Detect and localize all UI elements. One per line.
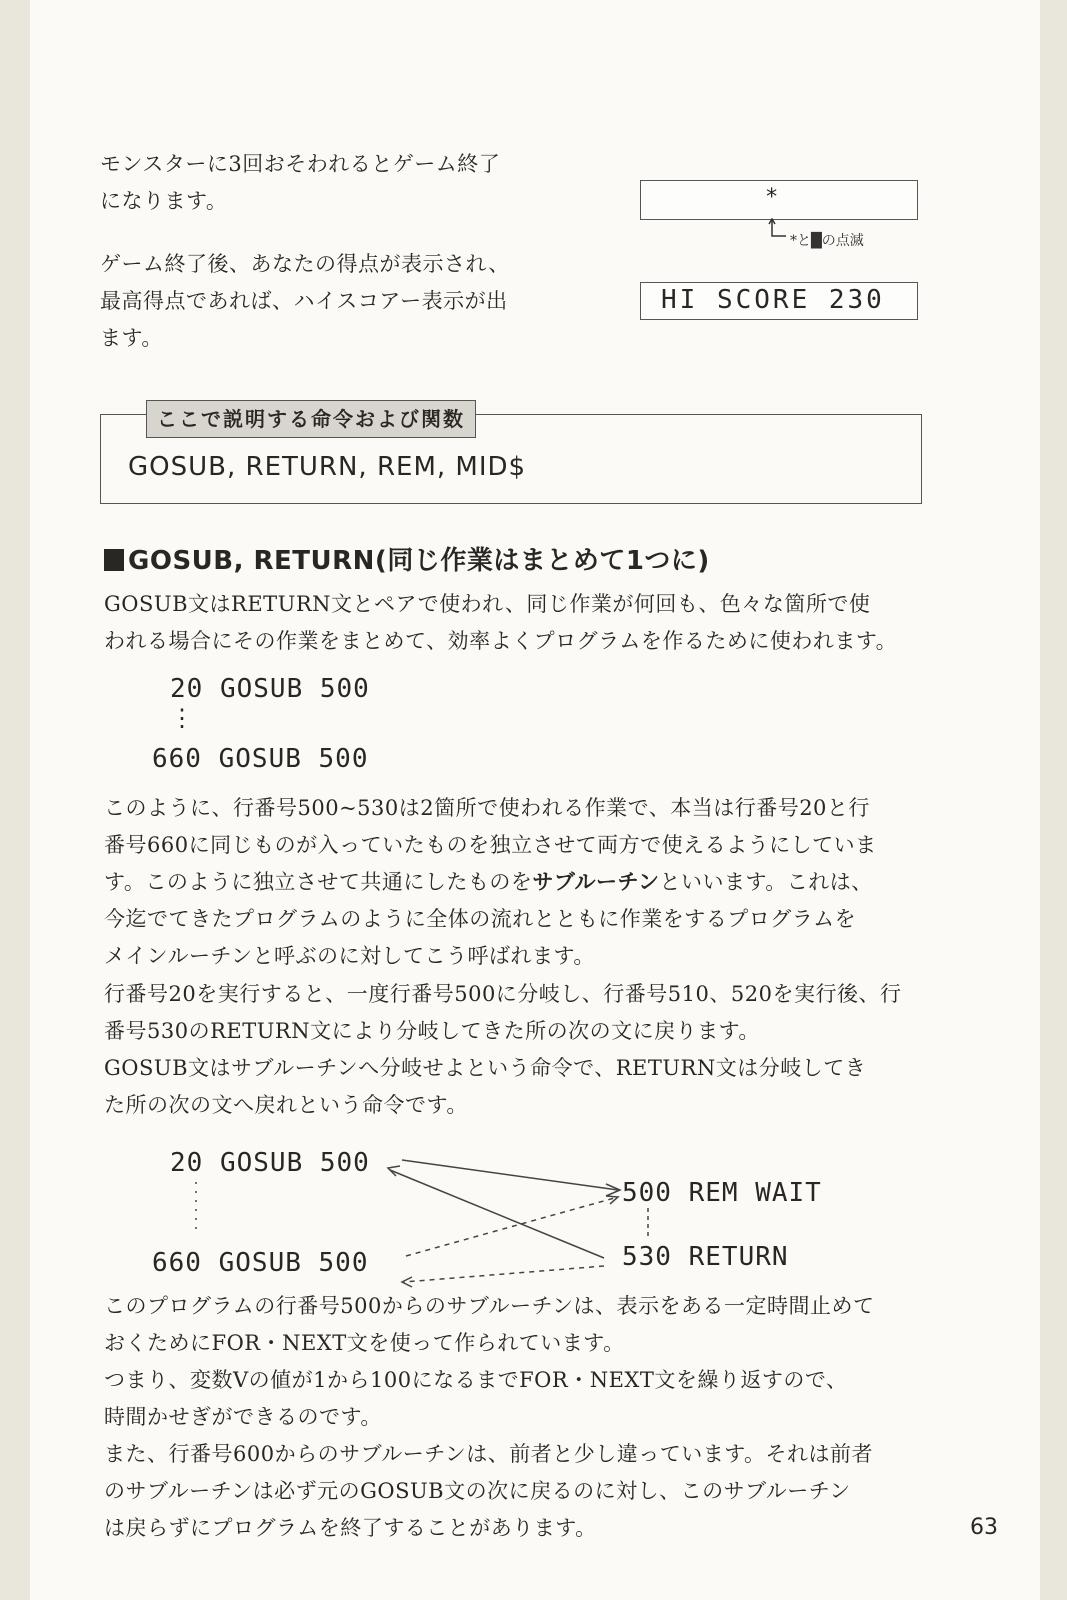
subroutine-term: サブルーチン: [532, 870, 660, 894]
intro-line: 最高得点であれば、ハイスコアー表示が出: [100, 289, 508, 313]
blink-note: *と█の点滅: [790, 233, 864, 249]
intro-line: になります。: [100, 189, 228, 213]
paragraph-line: GOSUB文はサブルーチンへ分岐せよという命令で、RETURN文は分岐してき: [104, 1056, 867, 1080]
paragraph-line: 今迄でてきたプログラムのように全体の流れとともに作業をするプログラムを: [104, 907, 857, 931]
intro-line: ます。: [100, 326, 163, 350]
code-line: 500 REM WAIT: [622, 1178, 822, 1208]
intro-line: ゲーム終了後、あなたの得点が表示され、: [100, 252, 510, 276]
paragraph-line: た所の次の文へ戻れという命令です。: [104, 1093, 468, 1117]
paragraph-line: は戻らずにプログラムを終了することがあります。: [104, 1516, 597, 1540]
paragraph-line: つまり、変数Vの値が1から100になるまでFOR・NEXT文を繰り返すので、: [104, 1368, 848, 1392]
text-span: といいます。これは、: [659, 870, 873, 894]
paragraph-line: GOSUB文はRETURN文とペアで使われ、同じ作業が何回も、色々な箇所で使: [104, 592, 871, 616]
hi-score-text: HI SCORE 230: [661, 285, 885, 315]
code-line: 20 GOSUB 500: [170, 1148, 370, 1178]
text-span: す。このように独立させて共通にしたものを: [104, 870, 533, 894]
command-box-label: ここで説明する命令および関数: [146, 400, 476, 438]
code-line: 660 GOSUB 500: [152, 1248, 369, 1278]
intro-line: モンスターに3回おそわれるとゲーム終了: [100, 152, 501, 176]
paragraph-line: 番号530のRETURN文により分岐してきた所の次の文に戻ります。: [104, 1019, 760, 1043]
paragraph-line: おくためにFOR・NEXT文を使って作られています。: [104, 1331, 625, 1355]
paragraph-line: また、行番号600からのサブルーチンは、前者と少し違っています。それは前者: [104, 1442, 874, 1466]
paragraph-4: [104, 1288, 930, 1547]
page-number: 63: [970, 1515, 998, 1540]
arrow-head: [606, 1196, 618, 1204]
paragraph-line: このように、行番号500~530は2箇所で使われる作業で、本当は行番号20と行: [104, 796, 870, 820]
call-arrow-dashed: [406, 1197, 618, 1256]
paragraph-line: われる場合にその作業をまとめて、効率よくプログラムを作るために使われます。: [104, 629, 898, 653]
code-ellipsis: ⋮: [170, 704, 195, 732]
paragraph-line: 番号660に同じものが入っていたものを独立させて両方で使えるようにしていま: [104, 833, 877, 857]
paragraph-line: このプログラムの行番号500からのサブルーチンは、表示をある一定時間止めて: [104, 1294, 875, 1318]
return-arrow-dashed: [404, 1266, 604, 1282]
paragraph-line: メインルーチンと呼ぶのに対してこう呼ばれます。: [104, 944, 595, 968]
command-list: GOSUB, RETURN, REM, MID$: [128, 452, 527, 482]
blink-char: *: [765, 185, 779, 210]
code-line: 20 GOSUB 500: [170, 674, 370, 704]
paragraph-line: のサブルーチンは必ず元のGOSUB文の次に戻るのに対し、このサブルーチン: [104, 1479, 851, 1503]
code-line: 530 RETURN: [622, 1242, 789, 1272]
section-heading-text: GOSUB, RETURN(同じ作業はまとめて1つに): [128, 546, 710, 576]
paragraph-line: 時間かせぎができるのです。: [104, 1405, 382, 1429]
paragraph-line: 行番号20を実行すると、一度行番号500に分岐し、行番号510、520を実行後、行: [104, 982, 902, 1006]
code-line: 660 GOSUB 500: [152, 744, 369, 774]
call-arrow: [402, 1160, 618, 1190]
